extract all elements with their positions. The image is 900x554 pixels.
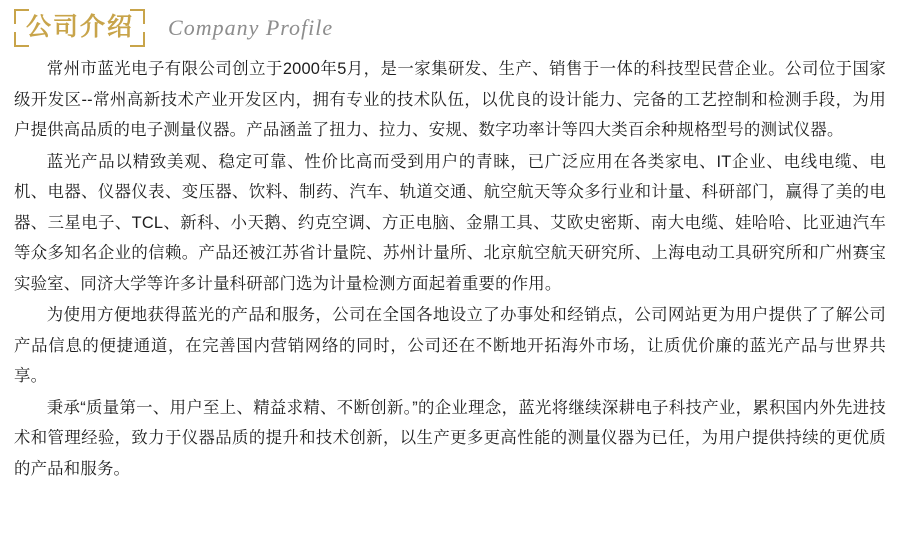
page-title: 公司介绍 xyxy=(26,13,135,42)
paragraph: 蓝光产品以精致美观、稳定可靠、性价比高而受到用户的青睐，已广泛应用在各类家电、IT企业、电线电缆、电机、电器、仪器仪表、变压器、饮料、制药、汽车、轨道交通、航空航天等众多行业和计量、科研部门，赢得了美的电器、三星电子、TCL、新科、小天鹅、约克空调、方正电脑、金鼎工具、艾欧史密斯、南大电缆、娃哈哈、比亚迪汽车等众多知名企业的信赖。产品还被江苏省计量院、苏州计量所、北京航空航天研究所、上海电动工具研究所和广州赛宝实验室、同济大学等许多计量科研部门选为计量检测方面起着重要的作用。 xyxy=(14,152,886,293)
corner-bracket-top-left-icon xyxy=(14,9,29,24)
page-subtitle: Company Profile xyxy=(168,15,334,40)
profile-body xyxy=(0,50,900,484)
paragraph: 常州市蓝光电子有限公司创立于2000年5月，是一家集研发、生产、销售于一体的科技型民营企业。公司位于国家级开发区--常州高新技术产业开发区内，拥有专业的技术队伍，以优良的设计能力、完备的工艺控制和检测手段，为用户提供高品质的电子测量仪器。产品涵盖了扭力、拉力、安规、数字功率计等四大类百余种规格型号的测试仪器。 xyxy=(14,60,886,139)
corner-bracket-bottom-left-icon xyxy=(14,32,29,47)
page-header xyxy=(0,0,900,50)
title-block xyxy=(18,12,140,44)
corner-bracket-top-right-icon xyxy=(130,9,145,24)
paragraph: 秉承“质量第一、用户至上、精益求精、不断创新。”的企业理念，蓝光将继续深耕电子科技产业，累积国内外先进技术和管理经验，致力于仪器品质的提升和技术创新，以生产更多更高性能的测量仪器为已任，为用户提供持续的更优质的产品和服务。 xyxy=(14,398,886,478)
corner-bracket-bottom-right-icon xyxy=(130,32,145,47)
paragraph: 为使用方便地获得蓝光的产品和服务，公司在全国各地设立了办事处和经销点，公司网站更为用户提供了了解公司产品信息的便捷通道，在完善国内营销网络的同时，公司还在不断地开拓海外市场，让质优价廉的蓝光产品与世界共享。 xyxy=(14,306,886,385)
